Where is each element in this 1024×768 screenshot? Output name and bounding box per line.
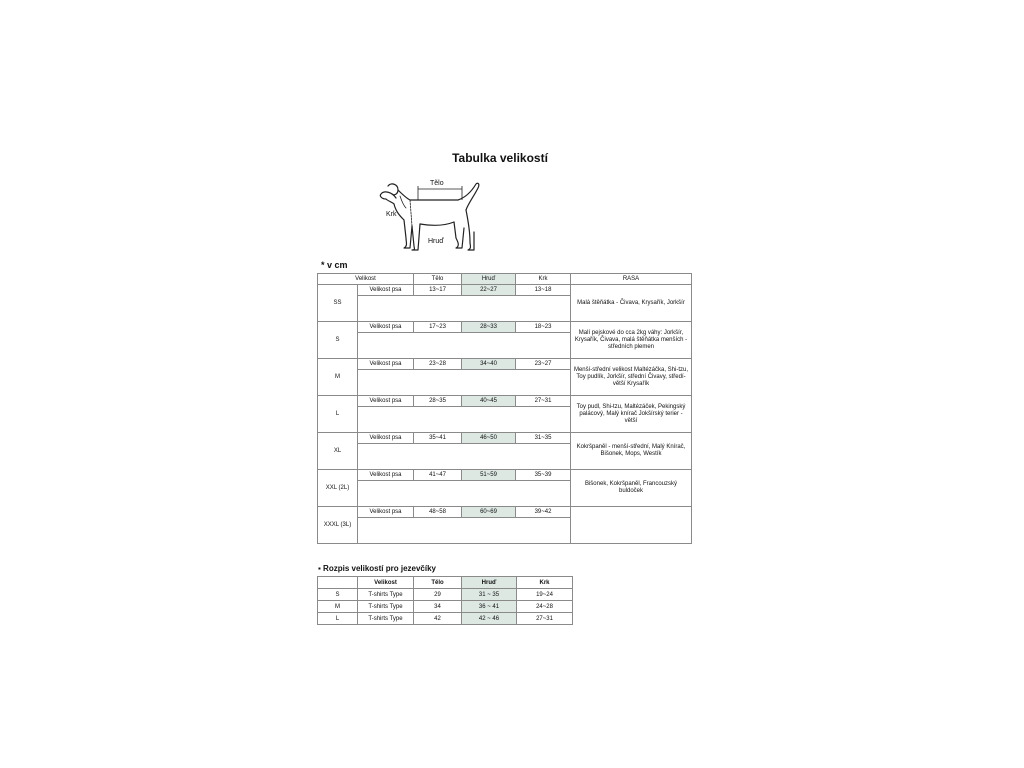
blank-cell — [358, 370, 571, 396]
size-cell: XL — [318, 433, 358, 470]
table-row — [318, 470, 692, 481]
chest-cell: 22~27 — [462, 285, 516, 296]
size-cell: M — [318, 601, 358, 613]
body-cell: 42 — [414, 613, 462, 625]
neck-cell: 19~24 — [517, 589, 573, 601]
neck-label: Krk — [386, 211, 397, 218]
size-cell: S — [318, 322, 358, 359]
header-empty — [318, 577, 358, 589]
header-hrud: Hruď — [462, 274, 516, 285]
body-cell: 41~47 — [414, 470, 462, 481]
breed-cell: Bišonek, Kokršpaněl, Francouzský buldoček — [571, 470, 692, 507]
table-row — [318, 359, 692, 370]
chest-cell: 42 ~ 46 — [462, 613, 517, 625]
breed-cell: Malá štěňátka - Čivava, Krysařík, Jorkšír — [571, 285, 692, 322]
neck-cell: 39~42 — [516, 507, 571, 518]
chest-cell: 51~59 — [462, 470, 516, 481]
blank-cell — [358, 333, 571, 359]
size-cell: XXXL (3L) — [318, 507, 358, 544]
table-row — [318, 433, 692, 444]
chest-cell: 36 ~ 41 — [462, 601, 517, 613]
breed-cell — [571, 507, 692, 544]
unit-note: * v cm — [321, 260, 348, 270]
blank-cell — [358, 444, 571, 470]
header-velikost: Velikost — [318, 274, 414, 285]
header-velikost: Velikost — [358, 577, 414, 589]
body-cell: 48~58 — [414, 507, 462, 518]
header-krk: Krk — [517, 577, 573, 589]
table-row — [318, 322, 692, 333]
type-cell: Velikost psa — [358, 396, 414, 407]
blank-cell — [358, 296, 571, 322]
size-cell: M — [318, 359, 358, 396]
breed-cell: Malí pejskové do cca 2kg váhy: Jorkšír, Krysařík, Čivava, malá štěňátka menších - středních plemen — [571, 322, 692, 359]
body-cell: 13~17 — [414, 285, 462, 296]
type-cell: Velikost psa — [358, 359, 414, 370]
body-cell: 17~23 — [414, 322, 462, 333]
body-cell: 35~41 — [414, 433, 462, 444]
chest-cell: 34~40 — [462, 359, 516, 370]
blank-cell — [358, 518, 571, 544]
type-cell: Velikost psa — [358, 285, 414, 296]
neck-cell: 24~28 — [517, 601, 573, 613]
breed-cell: Toy pudl, Shi-tzu, Maltézáček, Pekingský palácový, Malý knírač Jokšírský terier - větší — [571, 396, 692, 433]
size-table-header-row — [318, 274, 692, 285]
chest-cell: 60~69 — [462, 507, 516, 518]
size-cell: XXL (2L) — [318, 470, 358, 507]
size-cell: S — [318, 589, 358, 601]
header-telo: Tělo — [414, 274, 462, 285]
type-cell: Velikost psa — [358, 322, 414, 333]
size-table — [317, 273, 692, 544]
type-cell: Velikost psa — [358, 507, 414, 518]
breed-cell: Kokršpaněl - menší-střední, Malý Knírač, Bišonek, Mops, Westík — [571, 433, 692, 470]
body-cell: 29 — [414, 589, 462, 601]
table-row — [318, 507, 692, 518]
chest-cell: 40~45 — [462, 396, 516, 407]
body-cell: 23~28 — [414, 359, 462, 370]
body-cell: 34 — [414, 601, 462, 613]
header-telo: Tělo — [414, 577, 462, 589]
neck-cell: 27~31 — [516, 396, 571, 407]
type-cell: T-shirts Type — [358, 613, 414, 625]
chest-cell: 46~50 — [462, 433, 516, 444]
table-row — [318, 285, 692, 296]
dachshund-header-row — [318, 577, 573, 589]
size-cell: SS — [318, 285, 358, 322]
blank-cell — [358, 481, 571, 507]
header-krk: Krk — [516, 274, 571, 285]
type-cell: Velikost psa — [358, 470, 414, 481]
type-cell: T-shirts Type — [358, 589, 414, 601]
table-row — [318, 601, 573, 613]
blank-cell — [358, 407, 571, 433]
header-rasa: RASA — [571, 274, 692, 285]
body-cell: 28~35 — [414, 396, 462, 407]
neck-cell: 13~18 — [516, 285, 571, 296]
neck-cell: 27~31 — [517, 613, 573, 625]
chest-label: Hruď — [428, 238, 444, 245]
type-cell: Velikost psa — [358, 433, 414, 444]
table-row — [318, 613, 573, 625]
chest-cell: 31 ~ 35 — [462, 589, 517, 601]
table-row — [318, 589, 573, 601]
type-cell: T-shirts Type — [358, 601, 414, 613]
dachshund-size-table — [317, 576, 573, 625]
size-cell: L — [318, 613, 358, 625]
dachshund-section-title: ▪ Rozpis velikostí pro jezevčíky — [318, 564, 436, 573]
header-hrud: Hruď — [462, 577, 517, 589]
neck-cell: 35~39 — [516, 470, 571, 481]
page-title: Tabulka velikostí — [452, 151, 548, 165]
chest-cell: 28~33 — [462, 322, 516, 333]
breed-cell: Menší-střední velikost Maltézáčka, Shi-tzu, Toy pudlík, Jorkšír, střední Čivavy, středí-větší Krysařík — [571, 359, 692, 396]
table-row — [318, 396, 692, 407]
body-label: Tělo — [430, 180, 444, 187]
neck-cell: 31~35 — [516, 433, 571, 444]
neck-cell: 23~27 — [516, 359, 571, 370]
size-cell: L — [318, 396, 358, 433]
neck-cell: 18~23 — [516, 322, 571, 333]
